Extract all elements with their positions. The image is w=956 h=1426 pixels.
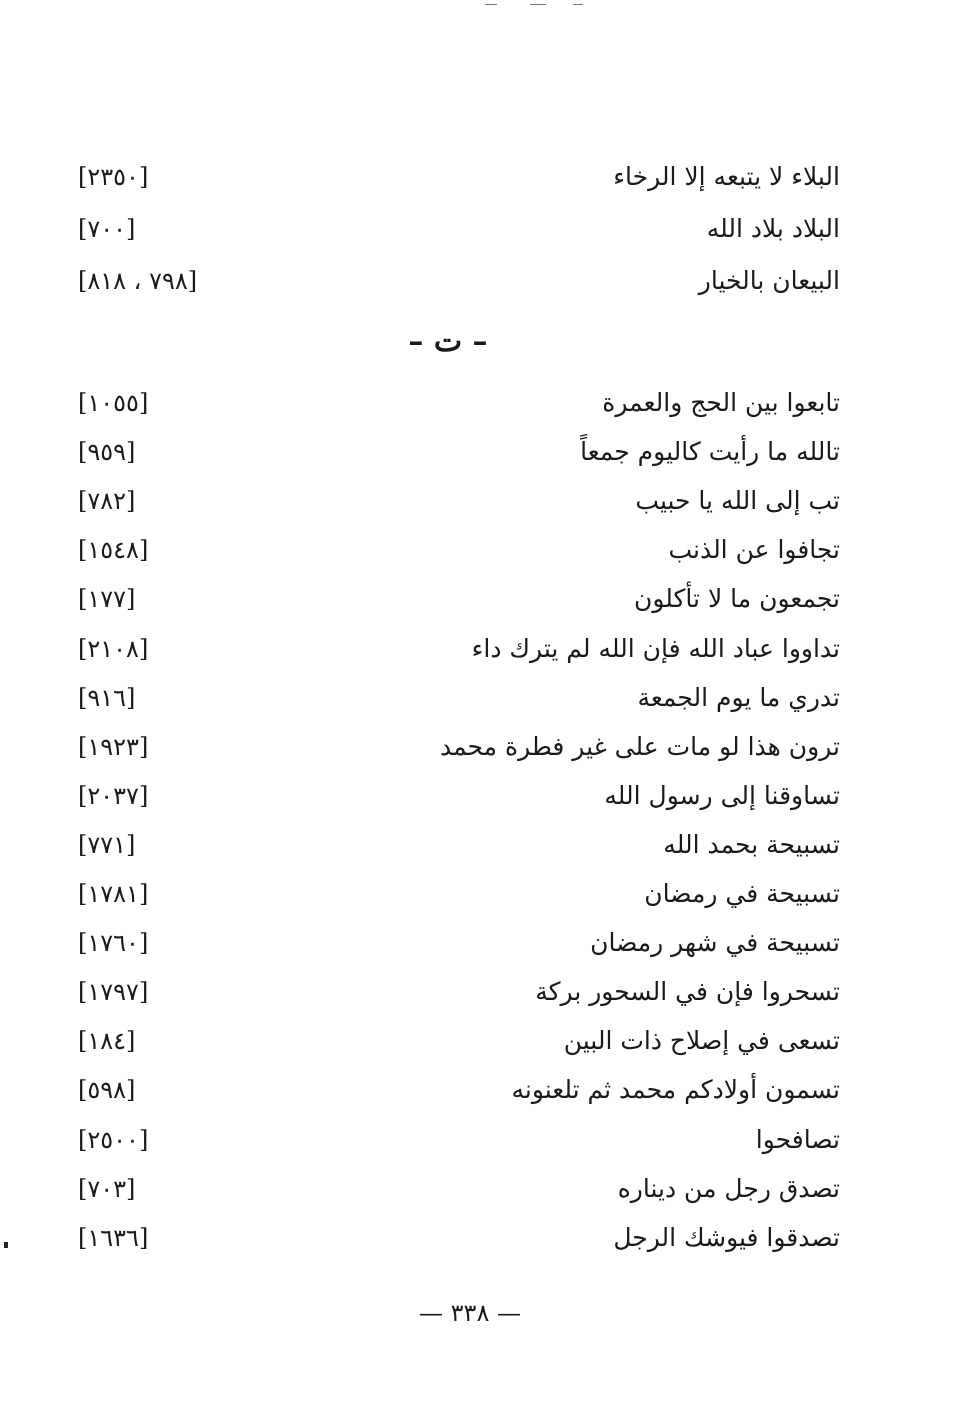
entry-reference-number: [٢١٠٨] — [78, 634, 149, 663]
entry-reference-number: [١٠٥٥] — [78, 389, 149, 417]
entry-reference-number: [١٥٤٨] — [78, 536, 149, 565]
entry-text: تسمون أولادكم محمد ثم تلعنونه — [511, 1075, 840, 1105]
entry-text: البلاء لا يتبعه إلا الرخاء — [613, 162, 840, 191]
entry-reference-number: [٢٥٠٠] — [78, 1125, 149, 1154]
index-entry — [60, 1070, 840, 1110]
entry-reference-number: [٩١٦] — [78, 683, 136, 712]
entry-text: تب إلى الله يا حبيب — [635, 486, 840, 516]
index-entry — [60, 678, 840, 718]
index-entry — [60, 481, 840, 521]
top-edge-marks — [485, 0, 585, 10]
entry-reference-number: [٧٠٣] — [78, 1174, 136, 1203]
entry-reference-number: [٧٩٨ ، ٨١٨] — [78, 267, 198, 295]
index-entry — [60, 261, 840, 301]
entry-reference-number: [٥٩٨] — [78, 1076, 136, 1105]
entry-reference-number: [٢٣٥٠] — [78, 163, 149, 191]
entry-reference-number: [١٧٩٧] — [78, 978, 149, 1007]
entry-reference-number: [١٦٣٦] — [78, 1223, 149, 1252]
entry-text: تداووا عباد الله فإن الله لم يترك داء — [471, 633, 840, 663]
margin-dot — [4, 1242, 8, 1248]
index-entry — [60, 923, 840, 963]
index-entry — [60, 727, 840, 767]
entry-reference-number: [١٧٦٠] — [78, 929, 149, 958]
index-entry — [60, 1169, 840, 1209]
entry-text: تسحروا فإن في السحور بركة — [535, 977, 840, 1007]
entry-reference-number: [٢٠٣٧] — [78, 781, 149, 810]
entry-text: تصافحوا — [755, 1124, 840, 1154]
index-entry — [60, 776, 840, 816]
entry-text: تسبيحة بحمد الله — [663, 829, 840, 859]
entry-reference-number: [٧٧١] — [78, 830, 136, 859]
index-entry — [60, 1120, 840, 1160]
index-entry — [60, 530, 840, 570]
entry-text: تدري ما يوم الجمعة — [637, 682, 840, 712]
index-entry — [60, 579, 840, 619]
entry-reference-number: [١٧٨١] — [78, 880, 149, 908]
page-number: — ٣٣٨ — — [419, 1299, 521, 1327]
index-entry — [60, 972, 840, 1012]
index-entry — [60, 432, 840, 472]
entry-text: تصدق رجل من ديناره — [617, 1173, 840, 1203]
index-entry — [60, 629, 840, 669]
index-entry — [60, 874, 840, 914]
index-entry — [60, 209, 840, 249]
entry-reference-number: [٧٨٢] — [78, 487, 136, 516]
entry-text: تسبيحة في رمضان — [644, 879, 840, 908]
entry-text: ترون هذا لو مات على غير فطرة محمد — [439, 731, 840, 761]
entry-reference-number: [٩٥٩] — [78, 438, 136, 467]
entry-text: البيعان بالخيار — [698, 266, 840, 295]
section-heading-ta: – ت – — [408, 324, 488, 359]
entry-reference-number: [١٨٤] — [78, 1027, 136, 1056]
entry-reference-number: [١٩٢٣] — [78, 732, 149, 761]
entry-reference-number: [١٧٧] — [78, 585, 136, 614]
entry-text: تالله ما رأيت كاليوم جمعاً — [580, 437, 840, 467]
entry-text: تجمعون ما لا تأكلون — [633, 584, 840, 614]
index-entry — [60, 1218, 840, 1258]
index-entry — [60, 825, 840, 865]
index-entry — [60, 157, 840, 197]
index-entry — [60, 383, 840, 423]
entry-reference-number: [٧٠٠] — [78, 215, 136, 243]
entry-text: تسعى في إصلاح ذات البين — [563, 1026, 840, 1056]
entry-text: تابعوا بين الحج والعمرة — [602, 388, 840, 417]
index-entry — [60, 1021, 840, 1061]
entry-text: البلاد بلاد الله — [706, 214, 840, 243]
entry-text: تصدقوا فيوشك الرجل — [613, 1222, 840, 1252]
entry-text: تجافوا عن الذنب — [668, 535, 840, 565]
entry-text: تساوقنا إلى رسول الله — [604, 780, 840, 810]
entry-text: تسبيحة في شهر رمضان — [590, 928, 840, 958]
